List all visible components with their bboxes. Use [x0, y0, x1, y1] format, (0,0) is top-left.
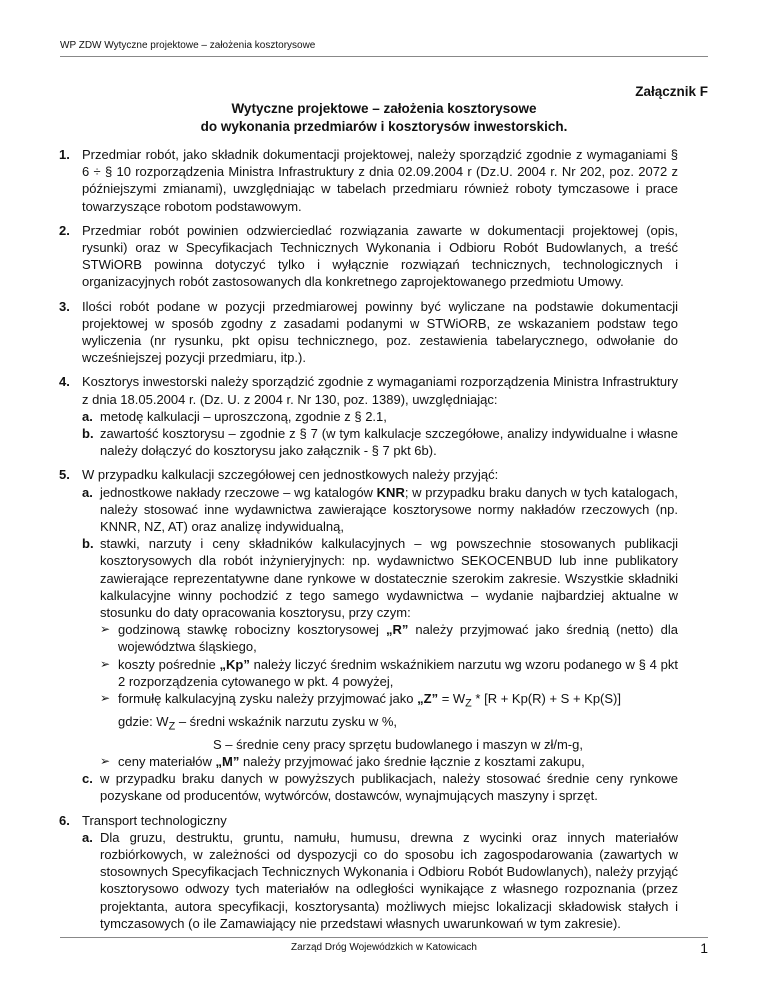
section-1 — [59, 146, 678, 215]
subitem-c — [82, 770, 678, 804]
subitem-text: Dla gruzu, destruktu, gruntu, namułu, humusu, drewna z wycinki oraz innych materiałów rozbiórkowych, w zależności od dyspozycji co do sposobu ich zagospodarowania (zawartych w stosownych Specyfikacjach Technicznych Wykonania i Odbioru Robót Budowlanych), należy przyjąć kosztorysowo odwozy tych materiałów na odległości wynikające z własnego rozpoznania (przez projektanta, autora specyfikacji, kosztorysanta) możliwych miejsc lokalizacji składowisk stałych i tymczasowych (o ile Zamawiający nie przedstawi własnych uwarunkowań w tym zakresie). — [100, 829, 678, 931]
subitem-label: b. — [82, 536, 94, 552]
bullet-text-pre: formułę kalkulacyjną zysku należy przyjmować jako — [118, 691, 418, 707]
title-line-1: Wytyczne projektowe – założenia kosztorysowe — [231, 101, 537, 116]
formula-subscript: Z — [465, 697, 472, 710]
document-body — [59, 146, 678, 939]
subitem-label: a. — [82, 484, 93, 500]
subitem-text-pre: jednostkowe nakłady rzeczowe – wg katalogów — [100, 484, 377, 500]
subitem-label: b. — [82, 426, 94, 442]
arrow-bullet-icon: ➢ — [100, 622, 111, 637]
arrow-bullet-icon: ➢ — [100, 691, 111, 706]
footer-organization: Zarząd Dróg Wojewódzkich w Katowicach — [290, 942, 477, 953]
subitem-label: a. — [82, 408, 93, 424]
bullet-text-post: należy liczyć średnim wskaźnikiem narzutu wg wzoru podanego w § 4 pkt 2 rozporządzenia cytowanego w pkt. 4 powyżej, — [118, 656, 678, 689]
bullet-text-bold: „M” — [215, 753, 240, 769]
section-number: 1. — [59, 147, 70, 162]
bullet-text-post: = W — [438, 691, 466, 707]
section-text: Kosztorys inwestorski należy sporządzić zgodnie z wymaganiami rozporządzenia Ministra Infrastruktury z dnia 18.05.2004 r. (Dz. U. z 2004 r. Nr 130, poz. 1389), uwzględniając: — [82, 374, 678, 407]
subitem-a — [82, 484, 678, 536]
subitem-text: w przypadku braku danych w powyższych publikacjach, należy stosować średnie ceny rynkowe pozyskane od producentów, wytwórców, dostawców, wynajmujących maszyny i sprzęt. — [100, 771, 678, 804]
bullet-text-bold: „R” — [385, 622, 409, 638]
bullet-m — [100, 753, 678, 770]
bullet-text-post: należy przyjmować jako średnią (netto) dla województwa śląskiego, — [118, 622, 678, 655]
section-number: 2. — [59, 222, 70, 238]
subitem-label: a. — [82, 829, 93, 845]
bullet-text-bold: „Kp” — [219, 656, 250, 672]
arrow-bullet-icon: ➢ — [100, 753, 111, 768]
page-number: 1 — [700, 940, 708, 956]
section-text: Przedmiar robót, jako składnik dokumentacji projektowej, należy sporządzić zgodnie z wymaganiami § 6 ÷ § 10 rozporządzenia Ministra Infrastruktury z dnia 02.09.2004 r (Dz.U. 2004 r. Nr 202, poz. 2072 z późniejszymi zmianami), uwzględniając w tabelach przedmiaru również roboty tymczasowe i prace towarzyszące robotom podstawowym. — [82, 147, 678, 214]
subitem-text-post: ; w przypadku braku danych w tych katalogach, należy stosować inne wydawnictwa zawierające kosztorysowe normy nakładów rzeczowych (np. KNNR, NZ, AT) oraz analizę indywidualną, — [100, 484, 678, 535]
section-text: Transport technologiczny — [82, 812, 227, 828]
formula-s-definition: S – średnie ceny pracy sprzętu budowlanego i maszyn w zł/m-g, — [213, 736, 583, 752]
formula-end: * [R + Kp(R) + S + Kp(S)] — [471, 691, 621, 707]
bullet-text-pre: koszty pośrednie — [118, 656, 220, 672]
bullet-text-pre: ceny materiałów — [118, 753, 216, 769]
formula-where — [118, 713, 678, 736]
section-4 — [59, 373, 678, 459]
arrow-bullet-icon: ➢ — [100, 656, 111, 671]
subitem-text: zawartość kosztorysu – zgodnie z § 7 (w tym kalkulacje szczegółowe, analizy indywidualne i własne należy dołączyć do kosztorysu jako załącznik - § 7 pkt 6b). — [100, 426, 678, 459]
bullet-kp — [100, 656, 678, 690]
title-line-2: do wykonania przedmiarów i kosztorysów inwestorskich. — [200, 119, 568, 134]
subitem-b — [82, 425, 678, 459]
bullet-text-bold: „Z” — [417, 691, 439, 707]
subitem-text-bold: KNR — [376, 484, 405, 500]
section-5 — [59, 466, 678, 804]
where-text-pre: gdzie: W — [118, 713, 169, 729]
section-text: W przypadku kalkulacji szczegółowej cen jednostkowych należy przyjąć: — [82, 467, 499, 483]
bullet-text-post: należy przyjmować jako średnie łącznie z kosztami zakupu, — [239, 753, 585, 769]
annex-label: Załącznik F — [635, 84, 708, 99]
bullet-z — [100, 690, 678, 753]
where-text-post: – średni wskaźnik narzutu zysku w %, — [175, 713, 398, 729]
subitem-a — [82, 408, 678, 425]
document-title — [60, 100, 708, 136]
section-3 — [59, 298, 678, 367]
footer-rule — [60, 937, 708, 938]
subitem-b — [82, 535, 678, 770]
running-header: WP ZDW Wytyczne projektowe – założenia kosztorysowe — [60, 40, 316, 51]
bullet-r — [100, 621, 678, 655]
section-6 — [59, 812, 678, 932]
subitem-text: metodę kalkulacji – uproszczoną, zgodnie z § 2.1, — [100, 408, 387, 424]
section-number: 5. — [59, 467, 70, 483]
bullet-text-pre: godzinową stawkę robocizny kosztorysowej — [118, 622, 386, 638]
section-2 — [59, 222, 678, 291]
subitem-a — [82, 829, 678, 932]
section-number: 4. — [59, 374, 70, 390]
header-rule — [60, 56, 708, 57]
section-text: Ilości robót podane w pozycji przedmiarowej powinny być wyliczane na podstawie dokumentacji projektowej w sposób zgodny z zasadami podanymi w STWiORB, ze wskazaniem podstaw tego wyliczenia (nr rysunku, pkt opisu technicznego, poz. zestawienia tabelarycznego, odwołanie do wcześniejszej pozycji przedmiaru, itp.). — [82, 298, 678, 366]
section-text: Przedmiar robót powinien odzwierciedlać rozwiązania zawarte w dokumentacji projektowej (opis, rysunki) oraz w Specyfikacjach Technicznych Wykonania i Odbioru Robót Budowlanych, a treść STWiORB powinna dotyczyć tylko i wyłącznie rozwiązań technicznych, technologicznych i organizacyjnych robót zastosowanych dla konkretnego zaprojektowanego przedmiotu Umowy. — [82, 222, 678, 290]
section-number: 6. — [59, 812, 70, 828]
section-number: 3. — [59, 298, 70, 314]
subitem-label: c. — [82, 771, 93, 787]
subitem-text: stawki, narzuty i ceny składników kalkulacyjnych – wg powszechnie stosowanych publikacji kosztorysowych dla robót inżynieryjnych: np. wydawnictwo SEKOCENBUD lub inne publikatory zawierające reprezentatywne dane rynkowe w dostatecznie szerokim zakresie. Wszystkie składniki kalkulacyjne winny pochodzić z tego samego wydawnictwa – wydanie najbardziej aktualne w stosunku do daty opracowania kosztorysu, przy czym: — [100, 536, 678, 621]
where-subscript: Z — [168, 720, 176, 733]
